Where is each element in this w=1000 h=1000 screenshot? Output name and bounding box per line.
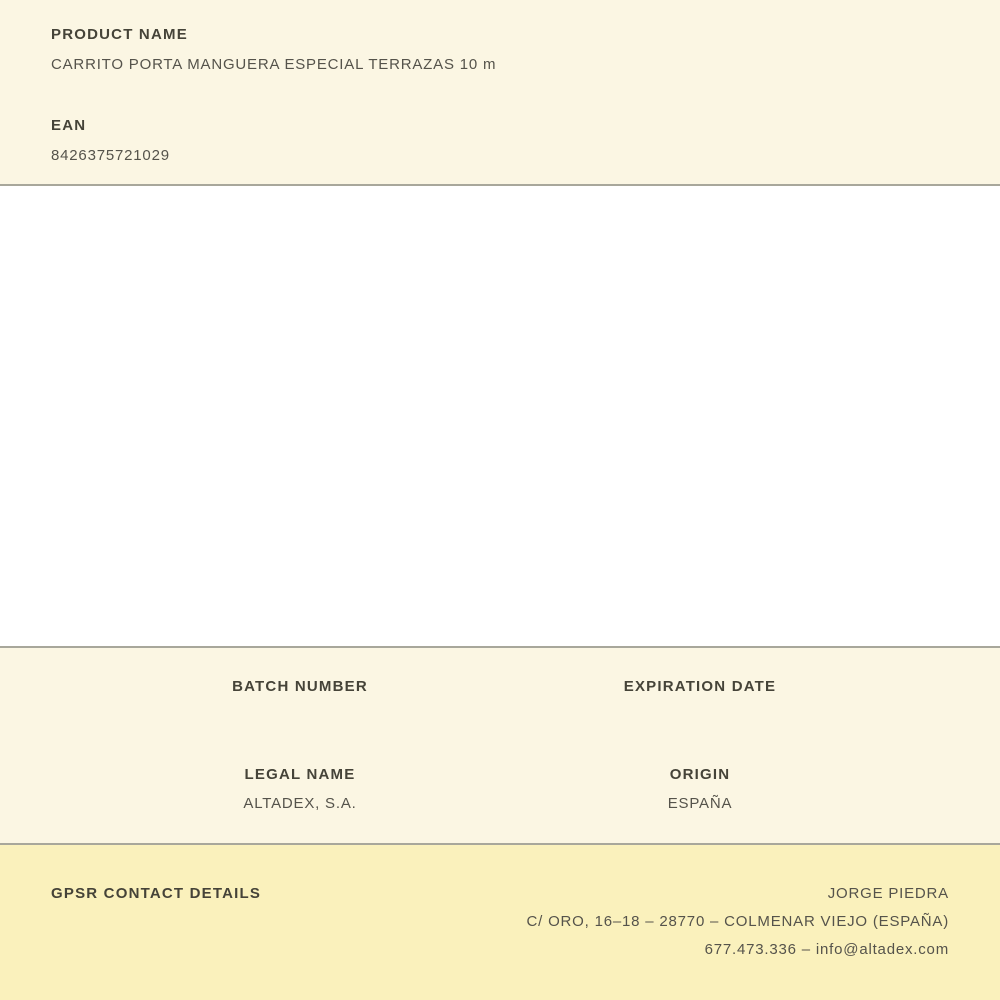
expiration-date-field <box>500 679 900 708</box>
ean-block <box>51 118 949 164</box>
contact-address: C/ ORO, 16–18 – 28770 – COLMENAR VIEJO (ESPAÑA) <box>526 913 949 930</box>
product-section <box>0 0 1000 186</box>
legal-name-field <box>100 767 500 812</box>
legal-origin-row <box>100 767 900 812</box>
batch-number-field <box>100 679 500 708</box>
batch-expiration-row <box>100 679 900 708</box>
product-name-block <box>51 27 949 73</box>
product-name-value: CARRITO PORTA MANGUERA ESPECIAL TERRAZAS 10 m <box>51 56 497 73</box>
batch-number-label: BATCH NUMBER <box>232 678 368 695</box>
origin-field <box>500 767 900 812</box>
contact-phone-email: 677.473.336 – info@altadex.com <box>704 941 949 958</box>
gpsr-contact-section <box>0 845 1000 1000</box>
expiration-date-label: EXPIRATION DATE <box>623 678 777 695</box>
gpsr-contact-title: GPSR CONTACT DETAILS <box>51 885 262 902</box>
details-section <box>0 648 1000 845</box>
product-image-area <box>0 186 1000 648</box>
legal-name-value: ALTADEX, S.A. <box>243 795 357 812</box>
origin-value: ESPAÑA <box>667 795 733 812</box>
product-name-label: PRODUCT NAME <box>51 26 188 43</box>
ean-value: 8426375721029 <box>51 147 170 164</box>
gpsr-contact-lines <box>261 886 949 1000</box>
ean-label: EAN <box>51 117 87 134</box>
origin-label: ORIGIN <box>669 766 731 783</box>
legal-name-label: LEGAL NAME <box>244 766 356 783</box>
contact-person-name: JORGE PIEDRA <box>827 885 949 902</box>
